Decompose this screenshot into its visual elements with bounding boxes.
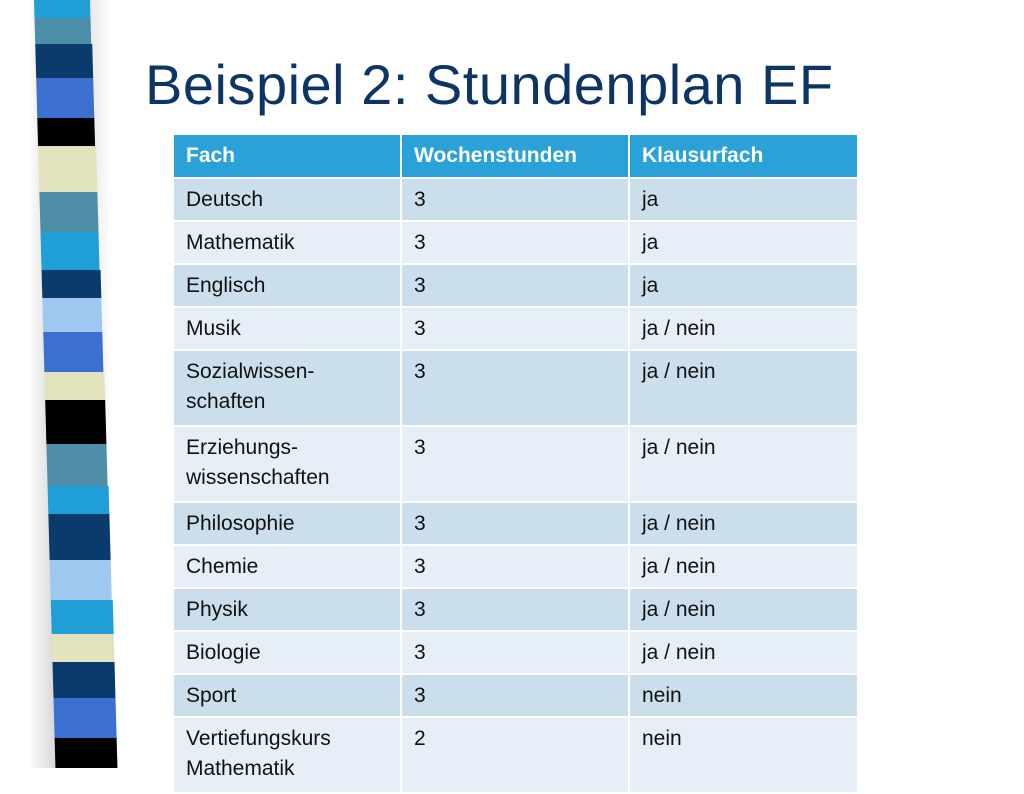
cell-klausurfach: ja / nein (629, 307, 858, 350)
table-row (173, 502, 858, 545)
cell-wochenstunden: 3 (401, 674, 629, 717)
header-fach: Fach (173, 134, 401, 178)
cell-klausurfach: ja / nein (629, 350, 858, 426)
table-row (173, 588, 858, 631)
cell-wochenstunden: 3 (401, 426, 629, 502)
cell-wochenstunden: 3 (401, 631, 629, 674)
cell-klausurfach: ja (629, 264, 858, 307)
table-header-row (173, 134, 858, 178)
cell-fach: Biologie (173, 631, 401, 674)
cell-wochenstunden: 3 (401, 350, 629, 426)
cell-fach: Vertiefungskurs Mathematik (173, 717, 401, 793)
cell-klausurfach: ja / nein (629, 631, 858, 674)
cell-fach: Philosophie (173, 502, 401, 545)
table-row (173, 350, 858, 426)
table-row (173, 307, 858, 350)
cell-fach: Musik (173, 307, 401, 350)
cell-fach: Englisch (173, 264, 401, 307)
table-row (173, 264, 858, 307)
table-row (173, 674, 858, 717)
cell-klausurfach: ja / nein (629, 426, 858, 502)
header-klausurfach: Klausurfach (629, 134, 858, 178)
cell-fach: Erziehungs- wissenschaften (173, 426, 401, 502)
cell-wochenstunden: 3 (401, 588, 629, 631)
cell-fach: Sozialwissen- schaften (173, 350, 401, 426)
cell-wochenstunden: 3 (401, 307, 629, 350)
cell-klausurfach: ja / nein (629, 545, 858, 588)
cell-fach: Physik (173, 588, 401, 631)
cell-fach: Mathematik (173, 221, 401, 264)
header-wochenstunden: Wochenstunden (401, 134, 629, 178)
timetable (172, 133, 859, 794)
cell-klausurfach: ja (629, 221, 858, 264)
cell-fach: Sport (173, 674, 401, 717)
cell-klausurfach: nein (629, 674, 858, 717)
cell-fach: Deutsch (173, 178, 401, 221)
table-row (173, 545, 858, 588)
slide-title: Beispiel 2: Stundenplan EF (145, 53, 834, 116)
table-row (173, 717, 858, 793)
cell-wochenstunden: 3 (401, 502, 629, 545)
table-row (173, 631, 858, 674)
cell-klausurfach: nein (629, 717, 858, 793)
cell-wochenstunden: 2 (401, 717, 629, 793)
table-row (173, 426, 858, 502)
cell-klausurfach: ja / nein (629, 502, 858, 545)
cell-wochenstunden: 3 (401, 221, 629, 264)
cell-klausurfach: ja / nein (629, 588, 858, 631)
cell-wochenstunden: 3 (401, 264, 629, 307)
cell-fach: Chemie (173, 545, 401, 588)
cell-wochenstunden: 3 (401, 545, 629, 588)
table-row (173, 178, 858, 221)
table-row (173, 221, 858, 264)
cell-wochenstunden: 3 (401, 178, 629, 221)
cell-klausurfach: ja (629, 178, 858, 221)
